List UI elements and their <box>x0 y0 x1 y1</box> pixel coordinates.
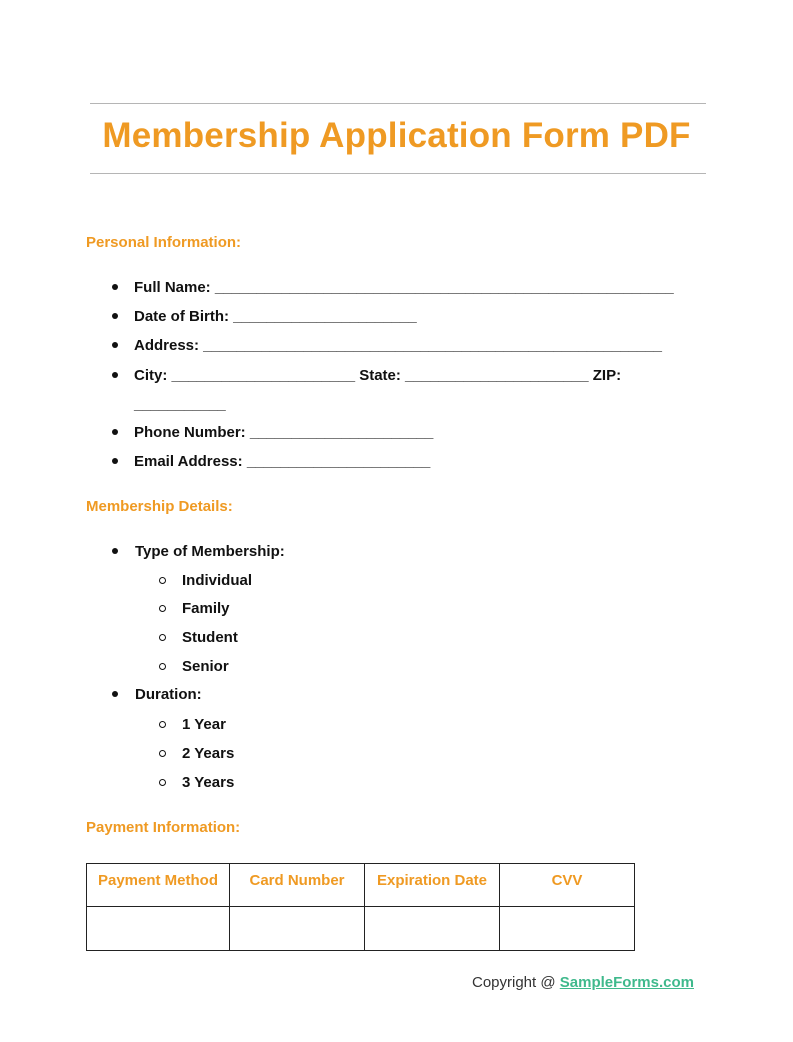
option-circle-icon[interactable] <box>159 634 166 641</box>
payment-method-cell[interactable] <box>87 907 230 951</box>
duration-label: Duration: <box>135 686 202 703</box>
email-address-field[interactable]: Email Address: ______________________ <box>134 453 431 470</box>
bullet-icon <box>112 691 118 697</box>
zip-field[interactable]: ___________ <box>134 396 226 413</box>
column-header-cvv: CVV <box>500 864 635 907</box>
cvv-cell[interactable] <box>500 907 635 951</box>
title-top-rule <box>90 103 706 104</box>
date-of-birth-field[interactable]: Date of Birth: ______________________ <box>134 308 417 325</box>
table-header-row <box>87 864 635 907</box>
copyright-footer <box>472 974 694 991</box>
bullet-icon <box>112 372 118 378</box>
duration-option-1-year[interactable]: 1 Year <box>182 716 226 733</box>
membership-option-individual[interactable]: Individual <box>182 572 253 589</box>
membership-option-family[interactable]: Family <box>182 600 230 617</box>
membership-option-senior[interactable]: Senior <box>182 658 229 675</box>
option-circle-icon[interactable] <box>159 721 166 728</box>
option-circle-icon[interactable] <box>159 663 166 670</box>
column-header-card-number: Card Number <box>230 864 365 907</box>
membership-type-label: Type of Membership: <box>135 543 285 560</box>
duration-option-2-years[interactable]: 2 Years <box>182 745 235 762</box>
membership-details-heading: Membership Details: <box>86 498 233 515</box>
membership-option-student[interactable]: Student <box>182 629 238 646</box>
card-number-cell[interactable] <box>230 907 365 951</box>
option-circle-icon[interactable] <box>159 750 166 757</box>
bullet-icon <box>112 458 118 464</box>
table-row <box>87 907 635 951</box>
address-field[interactable]: Address: _______________________________________________________ <box>134 337 663 354</box>
payment-table <box>86 863 635 951</box>
bullet-icon <box>112 429 118 435</box>
payment-info-heading: Payment Information: <box>86 819 241 836</box>
bullet-icon <box>112 313 118 319</box>
brand-link[interactable]: SampleForms.com <box>559 974 694 991</box>
duration-option-3-years[interactable]: 3 Years <box>182 774 235 791</box>
column-header-expiration-date: Expiration Date <box>365 864 500 907</box>
option-circle-icon[interactable] <box>159 779 166 786</box>
city-state-zip-field[interactable]: City: ______________________ State: ______________________ ZIP: <box>134 367 622 384</box>
option-circle-icon[interactable] <box>159 577 166 584</box>
bullet-icon <box>112 284 118 290</box>
copyright-text: Copyright @ <box>472 974 560 991</box>
bullet-icon <box>112 342 118 348</box>
page-title: Membership Application Form PDF <box>102 116 691 155</box>
title-bottom-rule <box>90 173 706 174</box>
bullet-icon <box>112 548 118 554</box>
option-circle-icon[interactable] <box>159 605 166 612</box>
expiration-date-cell[interactable] <box>365 907 500 951</box>
personal-info-heading: Personal Information: <box>86 234 242 251</box>
phone-number-field[interactable]: Phone Number: ______________________ <box>134 424 434 441</box>
full-name-field[interactable]: Full Name: _______________________________________________________ <box>134 279 674 296</box>
column-header-payment-method: Payment Method <box>87 864 230 907</box>
